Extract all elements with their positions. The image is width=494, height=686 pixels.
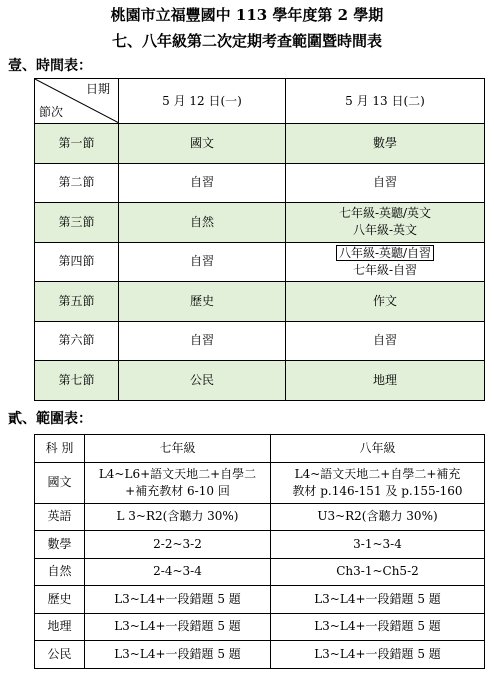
scope-subject-cell: 公民 [35, 641, 85, 669]
cell-line: 2-4~3-4 [153, 564, 202, 579]
scope-row [35, 531, 485, 559]
schedule-corner-cell [35, 79, 119, 124]
day1-subject-cell [119, 124, 286, 164]
session-cell: 第一節 [35, 124, 119, 164]
date-header-day2: 5 月 13 日(二) [286, 79, 485, 124]
schedule-row [35, 163, 485, 203]
scope-subject-cell: 國文 [35, 462, 85, 503]
grade7-scope-cell [85, 462, 271, 503]
day2-subject-cell [286, 124, 485, 164]
cell-line: L 3~R2(含聽力 30%) [116, 509, 239, 524]
grade7-scope-cell [85, 531, 271, 559]
day1-subject-cell [119, 361, 286, 401]
day1-subject-cell [119, 321, 286, 361]
cell-line: 作文 [372, 293, 397, 308]
scope-subject-cell: 英語 [35, 503, 85, 531]
scope-header-row [35, 435, 485, 463]
day2-subject-cell [286, 163, 485, 203]
scope-subject-cell: 地理 [35, 613, 85, 641]
scope-row [35, 503, 485, 531]
scope-section-title: 貳、範圍表： [8, 411, 92, 427]
cell-line: L3~L4+一段錯題 5 題 [114, 619, 241, 634]
document-title: 桃園市立福豐國中 113 學年度第 2 學期 [110, 6, 384, 24]
cell-line: 2-2~3-2 [153, 536, 202, 551]
day2-subject-cell [286, 203, 485, 243]
day2-subject-cell [286, 361, 485, 401]
scope-row [35, 613, 485, 641]
cell-line: U3~R2(含聽力 30%) [317, 509, 438, 524]
cell-line: L3~L4+一段錯題 5 題 [314, 591, 441, 606]
cell-line: L4~L6+語文天地二+自學二 [98, 466, 257, 481]
schedule-row [35, 124, 485, 164]
scope-header-subject: 科 別 [35, 435, 85, 463]
cell-line: 數學 [372, 135, 397, 150]
scope-subject-cell: 歷史 [35, 586, 85, 614]
date-header-day1: 5 月 12 日(一) [119, 79, 286, 124]
session-cell: 第四節 [35, 242, 119, 282]
cell-line: 地理 [372, 372, 397, 387]
cell-line: 自習 [372, 175, 397, 190]
day2-subject-cell [286, 321, 485, 361]
cell-line: 教材 p.146-151 及 p.155-160 [292, 483, 463, 498]
cell-line: 公民 [189, 372, 214, 387]
document-subtitle: 七、八年級第二次定期考查範圍暨時間表 [111, 32, 382, 50]
scope-row [35, 558, 485, 586]
cell-line: 七年級-英聽/英文 [338, 206, 432, 221]
day1-subject-cell [119, 242, 286, 282]
scope-header-grade8: 八年級 [271, 435, 485, 463]
day1-subject-cell [119, 203, 286, 243]
cell-line: 歷史 [189, 293, 214, 308]
schedule-header-row [35, 79, 485, 124]
scope-subject-cell: 數學 [35, 531, 85, 559]
grade7-scope-cell [85, 586, 271, 614]
scope-header-grade7: 七年級 [85, 435, 271, 463]
session-cell: 第三節 [35, 203, 119, 243]
scope-row [35, 641, 485, 669]
grade7-scope-cell [85, 613, 271, 641]
cell-line: 八年級-英文 [352, 223, 418, 238]
day1-subject-cell [119, 282, 286, 322]
cell-line: +補充教材 6-10 回 [125, 483, 230, 498]
cell-line: L3~L4+一段錯題 5 題 [314, 619, 441, 634]
schedule-row [35, 242, 485, 282]
cell-line: 自習 [189, 333, 214, 348]
grade8-scope-cell [271, 462, 485, 503]
cell-line: 七年級-自習 [352, 262, 418, 277]
corner-session-label: 節次 [39, 105, 64, 119]
grade8-scope-cell [271, 613, 485, 641]
session-cell: 第二節 [35, 163, 119, 203]
cell-line: 自然 [189, 214, 214, 229]
scope-row [35, 586, 485, 614]
schedule-row [35, 361, 485, 401]
session-cell: 第六節 [35, 321, 119, 361]
schedule-row [35, 321, 485, 361]
day2-subject-cell [286, 242, 485, 282]
grade7-scope-cell [85, 641, 271, 669]
grade8-scope-cell [271, 531, 485, 559]
grade8-scope-cell [271, 558, 485, 586]
grade7-scope-cell [85, 558, 271, 586]
scope-table [34, 434, 485, 669]
cell-line: 3-1~3-4 [353, 536, 402, 551]
cell-line: 國文 [189, 135, 214, 150]
grade8-scope-cell [271, 641, 485, 669]
schedule-row [35, 203, 485, 243]
cell-line: 自習 [189, 254, 214, 269]
session-cell: 第七節 [35, 361, 119, 401]
cell-line: 自習 [189, 175, 214, 190]
cell-line: L3~L4+一段錯題 5 題 [114, 646, 241, 661]
corner-date-label: 日期 [85, 82, 110, 96]
scope-row [35, 462, 485, 503]
day1-subject-cell [119, 163, 286, 203]
cell-line: Ch3-1~Ch5-2 [336, 564, 419, 579]
schedule-section-title: 壹、時間表： [8, 58, 92, 74]
grade7-scope-cell [85, 503, 271, 531]
cell-line: 八年級-英聽/自習 [336, 245, 434, 261]
cell-line: 自習 [372, 333, 397, 348]
grade8-scope-cell [271, 586, 485, 614]
cell-line: L4~語文天地二+自學二+補充 [294, 466, 461, 481]
schedule-row [35, 282, 485, 322]
scope-subject-cell: 自然 [35, 558, 85, 586]
grade8-scope-cell [271, 503, 485, 531]
cell-line: L3~L4+一段錯題 5 題 [114, 591, 241, 606]
session-cell: 第五節 [35, 282, 119, 322]
cell-line: L3~L4+一段錯題 5 題 [314, 646, 441, 661]
day2-subject-cell [286, 282, 485, 322]
schedule-table [34, 78, 485, 401]
